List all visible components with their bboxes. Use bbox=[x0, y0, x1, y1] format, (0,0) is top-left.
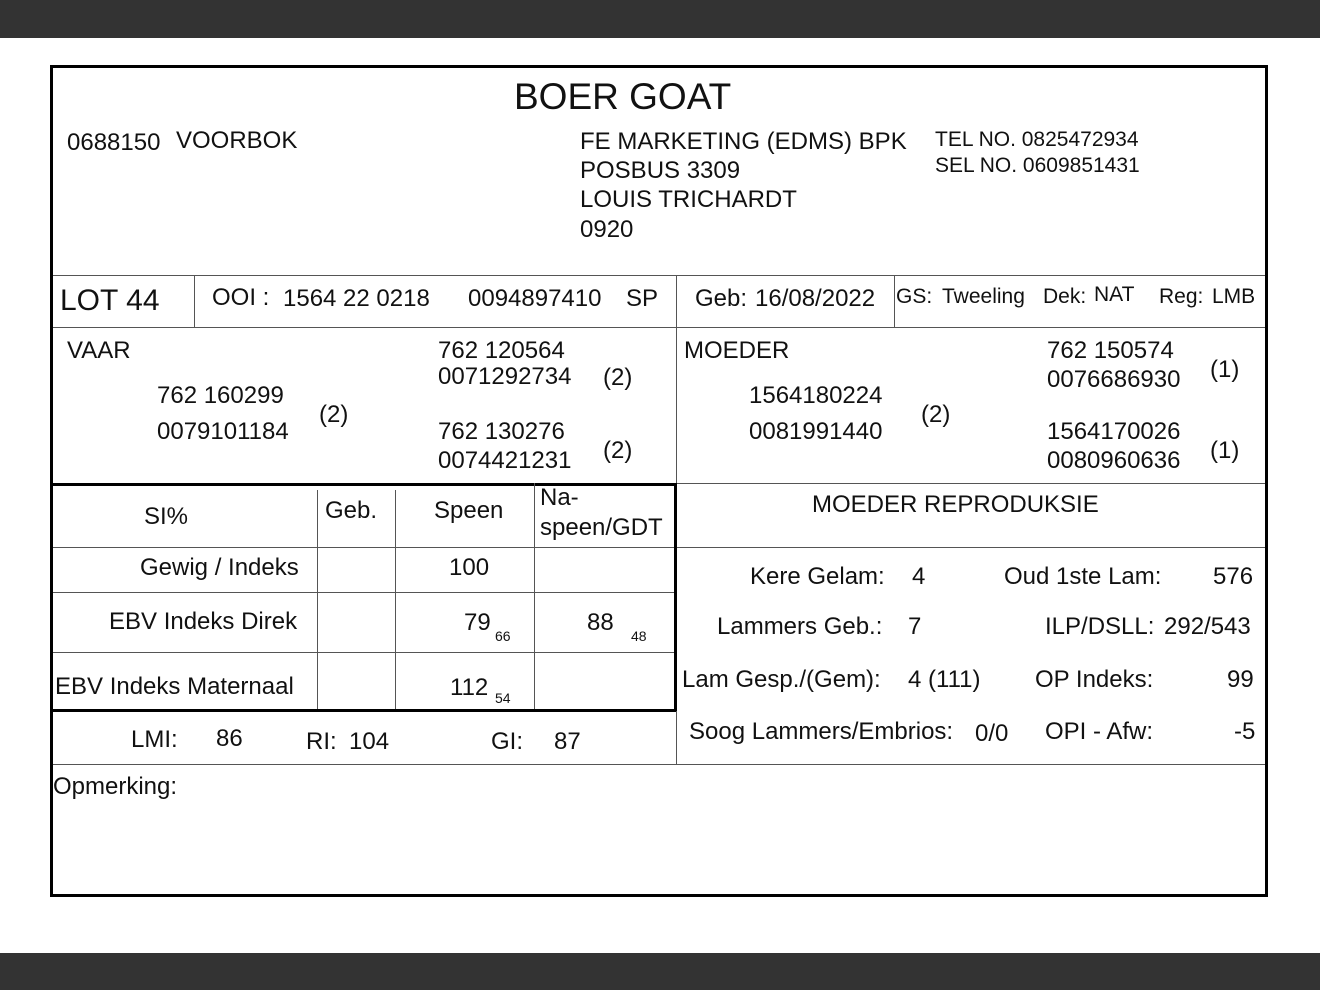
geb-value: 16/08/2022 bbox=[755, 285, 876, 312]
animal-type: VOORBOK bbox=[176, 127, 298, 154]
opi-label: OPI - Afw: bbox=[1045, 718, 1154, 745]
sire-dam-count: (2) bbox=[603, 437, 633, 464]
soog-label: Soog Lammers/Embrios: bbox=[689, 718, 954, 745]
dek-value: NAT bbox=[1094, 283, 1135, 306]
reproduction-title: MOEDER REPRODUKSIE bbox=[812, 491, 1099, 518]
geb-label: Geb: bbox=[695, 285, 748, 312]
ri-label: RI: bbox=[306, 728, 337, 755]
divider-si-row1 bbox=[53, 592, 676, 593]
dek-label: Dek: bbox=[1043, 285, 1087, 308]
divider-si-row2 bbox=[53, 652, 676, 653]
ri-value: 104 bbox=[349, 728, 390, 755]
divider-lot-v1 bbox=[194, 275, 195, 327]
reg-label: Reg: bbox=[1159, 285, 1204, 308]
divider-header bbox=[53, 275, 1265, 276]
top-frame-bar bbox=[0, 0, 1320, 38]
row-ebv-direk-naspeen: 88 bbox=[587, 609, 614, 636]
ilp-label: ILP/DSLL: bbox=[1045, 613, 1155, 640]
dam-sire-id: 762 150574 bbox=[1047, 337, 1174, 364]
dam-sire-count: (1) bbox=[1210, 356, 1240, 383]
sire-count: (2) bbox=[319, 401, 349, 428]
row-label-ebv-direk: EBV Indeks Direk bbox=[109, 608, 298, 635]
seller-address-line2: LOUIS TRICHARDT bbox=[580, 186, 797, 213]
bottom-frame-bar bbox=[0, 953, 1320, 990]
soog-value: 0/0 bbox=[975, 720, 1009, 747]
dam-id: 1564180224 bbox=[749, 382, 883, 409]
seller-name: FE MARKETING (EDMS) BPK bbox=[580, 128, 907, 155]
remarks-label: Opmerking: bbox=[53, 773, 178, 800]
divider-si-top bbox=[53, 483, 676, 486]
gi-label: GI: bbox=[491, 728, 524, 755]
speen-header: Speen bbox=[434, 497, 504, 524]
divider-si-bottom bbox=[53, 709, 676, 712]
row-ebv-maternaal-speen-sub: 54 bbox=[495, 690, 511, 706]
tel-number: TEL NO. 0825472934 bbox=[935, 128, 1139, 151]
row-ebv-direk-speen: 79 bbox=[464, 609, 491, 636]
kere-gelam-label: Kere Gelam: bbox=[750, 563, 885, 590]
row-ebv-maternaal-speen: 112 bbox=[450, 674, 489, 701]
sire-dam-number: 0074421231 bbox=[438, 447, 572, 474]
divider-si-v3 bbox=[534, 483, 535, 709]
row-gewig-speen: 100 bbox=[449, 554, 490, 581]
sire-dam-id: 762 130276 bbox=[438, 418, 565, 445]
dam-dam-count: (1) bbox=[1210, 437, 1240, 464]
lam-gesp-label: Lam Gesp./(Gem): bbox=[682, 666, 881, 693]
sire-id: 762 160299 bbox=[157, 382, 284, 409]
row-ebv-direk-speen-sub: 66 bbox=[495, 628, 511, 644]
divider-si-v1 bbox=[317, 490, 318, 709]
sire-sire-count: (2) bbox=[603, 364, 633, 391]
lammers-geb-value: 7 bbox=[908, 613, 922, 640]
seller-postcode: 0920 bbox=[580, 216, 634, 243]
page-title: BOER GOAT bbox=[514, 76, 732, 117]
divider-lot-v3 bbox=[894, 275, 895, 327]
dam-dam-number: 0080960636 bbox=[1047, 447, 1181, 474]
sel-number: SEL NO. 0609851431 bbox=[935, 154, 1140, 177]
si-header: SI% bbox=[144, 503, 189, 530]
divider-si-right bbox=[674, 483, 677, 711]
lmi-label: LMI: bbox=[131, 726, 178, 753]
seller-address-line1: POSBUS 3309 bbox=[580, 157, 741, 184]
row-label-gewig: Gewig / Indeks bbox=[140, 554, 299, 581]
ooi-id: 1564 22 0218 bbox=[283, 285, 430, 312]
sire-label: VAAR bbox=[67, 337, 131, 364]
geb-header: Geb. bbox=[325, 497, 378, 524]
lam-gesp-value: 4 (111) bbox=[908, 666, 981, 693]
gs-value: Tweeling bbox=[942, 285, 1025, 308]
divider-pedigree-right bbox=[676, 483, 1265, 484]
dam-dam-id: 1564170026 bbox=[1047, 418, 1181, 445]
oud-lam-label: Oud 1ste Lam: bbox=[1004, 563, 1162, 590]
ilp-value: 292/543 bbox=[1164, 613, 1251, 640]
row-label-ebv-maternaal: EBV Indeks Maternaal bbox=[55, 673, 294, 700]
lmi-value: 86 bbox=[216, 725, 243, 752]
op-indeks-value: 99 bbox=[1227, 666, 1254, 693]
naspeen-header-line2: speen/GDT bbox=[540, 514, 663, 541]
kere-gelam-value: 4 bbox=[912, 563, 926, 590]
divider-si-header bbox=[53, 547, 1265, 548]
divider-indices bbox=[53, 764, 1265, 765]
gs-label: GS: bbox=[896, 285, 933, 308]
dam-sire-number: 0076686930 bbox=[1047, 366, 1181, 393]
op-indeks-label: OP Indeks: bbox=[1035, 666, 1154, 693]
naspeen-header-line1: Na- bbox=[540, 484, 579, 511]
sire-number: 0079101184 bbox=[157, 418, 289, 445]
oud-lam-value: 576 bbox=[1213, 563, 1254, 590]
ooi-label: OOI : bbox=[212, 284, 270, 311]
opi-value: -5 bbox=[1234, 718, 1256, 745]
ooi-number: 0094897410 bbox=[468, 285, 602, 312]
sire-sire-id: 762 120564 bbox=[438, 337, 565, 364]
divider-si-v2 bbox=[395, 490, 396, 709]
gi-value: 87 bbox=[554, 728, 581, 755]
lot-label: LOT 44 bbox=[60, 284, 160, 317]
dam-number: 0081991440 bbox=[749, 418, 883, 445]
lammers-geb-label: Lammers Geb.: bbox=[717, 613, 883, 640]
reg-value: LMB bbox=[1212, 285, 1256, 308]
row-ebv-direk-naspeen-sub: 48 bbox=[631, 628, 647, 644]
dam-label: MOEDER bbox=[684, 337, 790, 364]
animal-id: 0688150 bbox=[67, 129, 161, 156]
sire-sire-number: 0071292734 bbox=[438, 363, 572, 390]
ooi-code: SP bbox=[626, 285, 659, 312]
divider-lot bbox=[53, 327, 1265, 328]
dam-count: (2) bbox=[921, 401, 951, 428]
